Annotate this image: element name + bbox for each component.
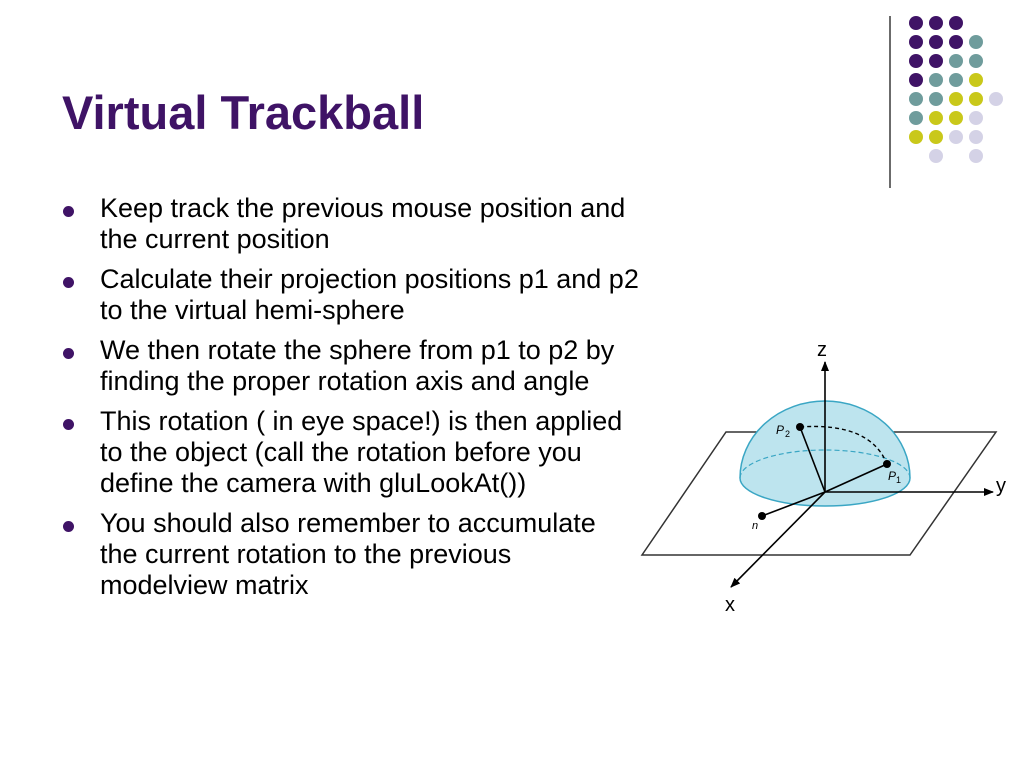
bullet-list [60,193,640,610]
decorative-dot [929,130,943,144]
decorative-dot-grid [896,10,1024,170]
decorative-dot [949,92,963,106]
label-p2: P [776,423,785,437]
decorative-dot [909,35,923,49]
bullet-item [60,193,640,255]
bullet-text: Calculate their projection positions p1 and p2 to the virtual hemi-sphere [100,264,639,325]
bullet-item [60,508,640,601]
bullet-item [60,406,640,499]
decorative-dot [969,149,983,163]
decorative-dot [929,73,943,87]
decorative-dot [909,73,923,87]
decorative-dot [949,130,963,144]
slide-title: Virtual Trackball [62,86,425,139]
decorative-dot [969,130,983,144]
decorative-dot [929,35,943,49]
decorative-dot [929,149,943,163]
decorative-dot [909,16,923,30]
decorative-dot [929,111,943,125]
decorative-dot [909,130,923,144]
point-n [758,512,766,520]
label-p1: P [888,469,897,483]
decorative-dot [929,92,943,106]
point-p1 [883,460,891,468]
decorative-dot [949,73,963,87]
decorative-dot [929,16,943,30]
bullet-item [60,335,640,397]
bullet-dot-icon [63,419,74,430]
bullet-text: You should also remember to accumulate the current rotation to the previous modelview matrix [100,508,596,600]
trackball-diagram [630,330,1024,620]
decorative-dot [969,54,983,68]
decorative-dot [949,35,963,49]
bullet-dot-icon [63,206,74,217]
label-p1-sub: 1 [896,475,902,485]
label-n: n [752,520,759,532]
decorative-dot [969,35,983,49]
decorative-dot [949,54,963,68]
axis-label-z: z [817,339,827,361]
bullet-text: This rotation ( in eye space!) is then applied to the object (call the rotation before you define the camera with gluLookAt()) [100,406,623,498]
label-p2-sub: 2 [785,429,791,439]
bullet-dot-icon [63,521,74,532]
decorative-dot [929,54,943,68]
decorative-dot [909,54,923,68]
decorative-dot [969,73,983,87]
x-axis [731,492,825,587]
point-p2 [796,423,804,431]
decorative-dot [949,16,963,30]
bullet-dot-icon [63,277,74,288]
bullet-text: We then rotate the sphere from p1 to p2 by finding the proper rotation axis and angle [100,335,615,396]
decorative-dot [989,92,1003,106]
decorative-dot [969,111,983,125]
bullet-text: Keep track the previous mouse position and the current position [100,193,626,254]
decorative-dot [909,111,923,125]
bullet-dot-icon [63,348,74,359]
bullet-item [60,264,640,326]
decorative-dot [909,92,923,106]
decorative-dot [949,111,963,125]
decorative-dot [969,92,983,106]
divider-line [889,16,891,188]
axis-label-y: y [996,475,1006,497]
axis-label-x: x [725,594,735,616]
